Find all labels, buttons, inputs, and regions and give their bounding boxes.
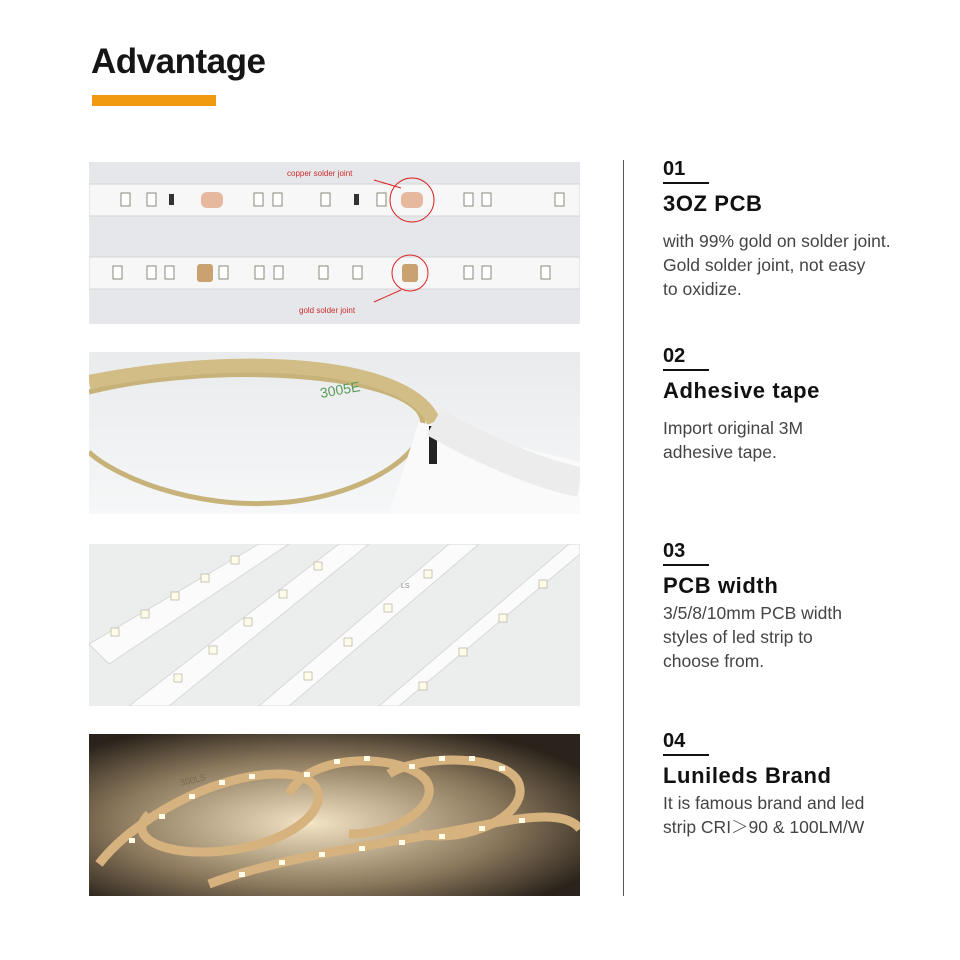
- title-underline: [92, 95, 216, 106]
- lit-tape-print: 300LS: [179, 771, 207, 788]
- feature-title: Adhesive tape: [663, 378, 820, 403]
- feature-item: [663, 540, 953, 673]
- feature-item: [663, 158, 953, 301]
- lit-led-strip-image: [89, 734, 580, 896]
- tape-print: 3005E: [318, 378, 362, 401]
- feature-number: 03: [663, 540, 709, 566]
- feature-title: 3OZ PCB: [663, 191, 763, 216]
- gold-solder-joint-label: gold solder joint: [299, 306, 356, 315]
- feature-title: PCB width: [663, 573, 779, 598]
- feature-item: [663, 730, 953, 839]
- page-title: Advantage: [91, 42, 266, 81]
- feature-description: It is famous brand and led strip CRI＞90 & 100LM/W: [663, 793, 865, 837]
- pcb-width-image: [89, 544, 580, 706]
- pcb-solder-joint-image: [89, 162, 580, 324]
- strip-print: LS: [401, 583, 410, 590]
- adhesive-tape-image: [89, 352, 580, 514]
- feature-number: 02: [663, 345, 709, 371]
- vertical-divider: [623, 160, 624, 896]
- copper-solder-joint-label: copper solder joint: [287, 169, 353, 178]
- feature-title: Lunileds Brand: [663, 763, 832, 788]
- feature-number: 01: [663, 158, 709, 184]
- feature-number: 04: [663, 730, 709, 756]
- feature-description: Import original 3M adhesive tape.: [663, 418, 804, 462]
- feature-item: [663, 345, 953, 464]
- feature-description: with 99% gold on solder joint. Gold solder joint, not easy to oxidize.: [663, 231, 891, 299]
- feature-description: 3/5/8/10mm PCB width styles of led strip to choose from.: [663, 603, 842, 671]
